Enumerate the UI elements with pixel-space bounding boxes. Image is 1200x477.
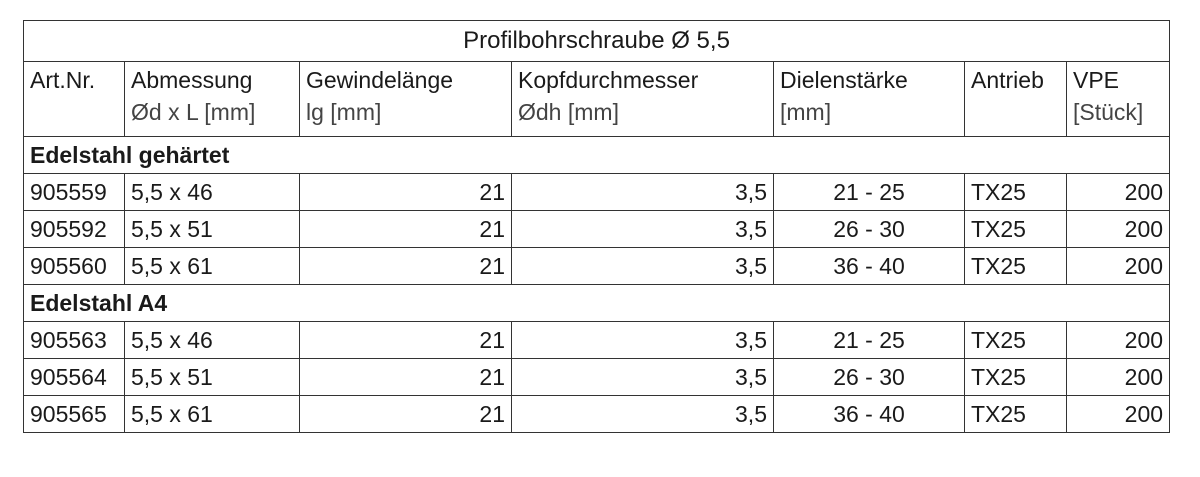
table-row [24, 359, 1170, 396]
cell-dielenstaerke: 26 - 30 [774, 211, 965, 248]
cell-abmessung: 5,5 x 61 [125, 248, 300, 285]
table-row [24, 174, 1170, 211]
cell-gewindelaenge: 21 [300, 248, 512, 285]
cell-art-nr: 905592 [24, 211, 125, 248]
group-header-row [24, 137, 1170, 174]
product-table-container [23, 20, 1169, 433]
table-title: Profilbohrschraube Ø 5,5 [24, 21, 1170, 62]
cell-dielenstaerke: 36 - 40 [774, 396, 965, 433]
cell-kopfdurchmesser: 3,5 [512, 174, 774, 211]
column-header-label: Dielenstärke [780, 67, 908, 93]
cell-vpe: 200 [1067, 174, 1170, 211]
cell-dielenstaerke: 36 - 40 [774, 248, 965, 285]
group-title: Edelstahl A4 [24, 285, 1170, 322]
table-row [24, 248, 1170, 285]
cell-dielenstaerke: 21 - 25 [774, 322, 965, 359]
cell-kopfdurchmesser: 3,5 [512, 211, 774, 248]
column-header-unit: Ødh [mm] [518, 99, 619, 125]
cell-vpe: 200 [1067, 396, 1170, 433]
column-header-label: Art.Nr. [30, 67, 96, 93]
column-header-unit: Ød x L [mm] [131, 99, 256, 125]
cell-kopfdurchmesser: 3,5 [512, 322, 774, 359]
cell-gewindelaenge: 21 [300, 211, 512, 248]
column-header-art-nr [24, 62, 125, 137]
cell-vpe: 200 [1067, 248, 1170, 285]
column-header-kopfdurchmesser [512, 62, 774, 137]
table-row [24, 396, 1170, 433]
header-row [24, 62, 1170, 137]
column-header-label: Kopfdurchmesser [518, 67, 699, 93]
cell-kopfdurchmesser: 3,5 [512, 396, 774, 433]
cell-art-nr: 905559 [24, 174, 125, 211]
group-header-row [24, 285, 1170, 322]
cell-antrieb: TX25 [965, 174, 1067, 211]
cell-abmessung: 5,5 x 61 [125, 396, 300, 433]
cell-antrieb: TX25 [965, 211, 1067, 248]
cell-abmessung: 5,5 x 51 [125, 359, 300, 396]
column-header-vpe [1067, 62, 1170, 137]
column-header-label: VPE [1073, 67, 1120, 93]
cell-abmessung: 5,5 x 46 [125, 322, 300, 359]
table-row [24, 322, 1170, 359]
column-header-label: Gewindelänge [306, 67, 454, 93]
column-header-antrieb [965, 62, 1067, 137]
cell-kopfdurchmesser: 3,5 [512, 248, 774, 285]
cell-art-nr: 905564 [24, 359, 125, 396]
cell-gewindelaenge: 21 [300, 322, 512, 359]
cell-gewindelaenge: 21 [300, 396, 512, 433]
cell-art-nr: 905565 [24, 396, 125, 433]
cell-dielenstaerke: 26 - 30 [774, 359, 965, 396]
product-table [23, 20, 1170, 433]
cell-vpe: 200 [1067, 211, 1170, 248]
column-header-gewindelaenge [300, 62, 512, 137]
column-header-label: Abmessung [131, 67, 253, 93]
column-header-unit: [mm] [780, 99, 832, 125]
cell-vpe: 200 [1067, 359, 1170, 396]
cell-antrieb: TX25 [965, 359, 1067, 396]
cell-dielenstaerke: 21 - 25 [774, 174, 965, 211]
cell-vpe: 200 [1067, 322, 1170, 359]
cell-antrieb: TX25 [965, 248, 1067, 285]
cell-abmessung: 5,5 x 46 [125, 174, 300, 211]
column-header-unit: lg [mm] [306, 99, 382, 125]
cell-antrieb: TX25 [965, 396, 1067, 433]
cell-antrieb: TX25 [965, 322, 1067, 359]
cell-gewindelaenge: 21 [300, 359, 512, 396]
title-row [24, 21, 1170, 62]
table-row [24, 211, 1170, 248]
column-header-label: Antrieb [971, 67, 1044, 93]
column-header-abmessung [125, 62, 300, 137]
cell-gewindelaenge: 21 [300, 174, 512, 211]
group-title: Edelstahl gehärtet [24, 137, 1170, 174]
column-header-dielenstaerke [774, 62, 965, 137]
column-header-unit: [Stück] [1073, 99, 1144, 125]
cell-art-nr: 905563 [24, 322, 125, 359]
cell-abmessung: 5,5 x 51 [125, 211, 300, 248]
cell-art-nr: 905560 [24, 248, 125, 285]
cell-kopfdurchmesser: 3,5 [512, 359, 774, 396]
